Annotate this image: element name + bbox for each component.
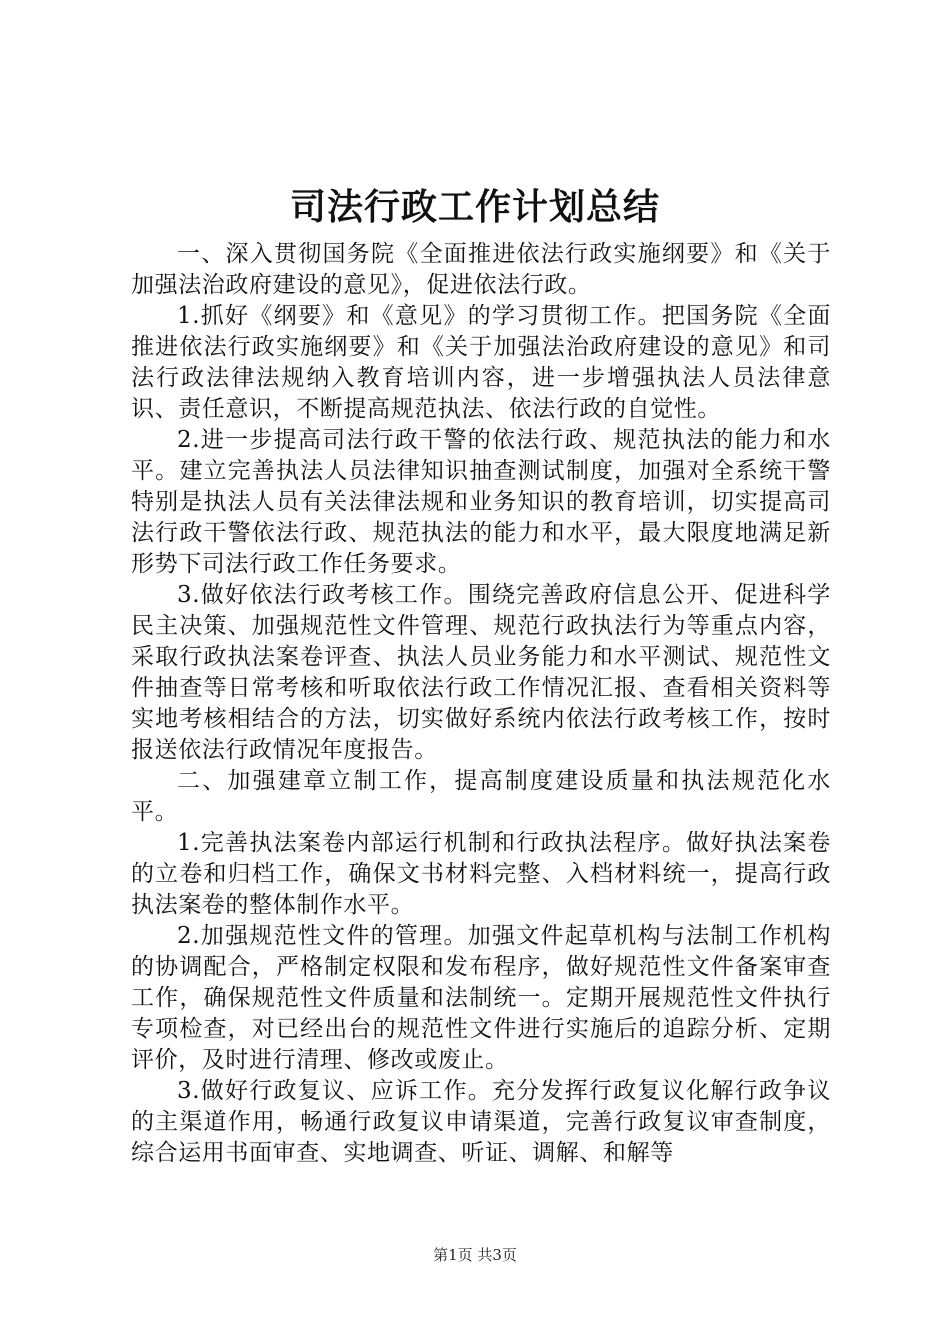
paragraph-section-2-item-2: 2.加强规范性文件的管理。加强文件起草机构与法制工作机构的协调配合，严格制定权限和发布程序，做好规范性文件备案审查工作，确保规范性文件质量和法制统一。定期开展规范性文件执行专项检查，对已经出台的规范性文件进行实施后的追踪分析、定期评价，及时进行清理、修改或废止。 (131, 923, 831, 1073)
document-title: 司法行政工作计划总结 (289, 187, 660, 228)
paragraph-section-2-heading: 二、加强建章立制工作，提高制度建设质量和执法规范化水平。 (131, 768, 831, 825)
page-number-footer: 第1页 共3页 (433, 1246, 517, 1264)
paragraph-section-2-item-3: 3.做好行政复议、应诉工作。充分发挥行政复议化解行政争议的主渠道作用，畅通行政复议申请渠道，完善行政复议审查制度，综合运用书面审查、实地调查、听证、调解、和解等 (131, 1078, 831, 1166)
paragraph-section-2-item-1: 1.完善执法案卷内部运行机制和行政执法程序。做好执法案卷的立卷和归档工作，确保文书材料完整、入档材料统一，提高行政执法案卷的整体制作水平。 (131, 830, 831, 918)
document-body (131, 239, 831, 1169)
paragraph-section-1-item-1: 1.抓好《纲要》和《意见》的学习贯彻工作。把国务院《全面推进依法行政实施纲要》和《关于加强法治政府建设的意见》和司法行政法律法规纳入教育培训内容，进一步增强执法人员法律意识、责任意识，不断提高规范执法、依法行政的自觉性。 (131, 303, 831, 422)
paragraph-section-1-heading: 一、深入贯彻国务院《全面推进依法行政实施纲要》和《关于加强法治政府建设的意见》，促进依法行政。 (131, 241, 831, 298)
paragraph-section-1-item-2: 2.进一步提高司法行政干警的依法行政、规范执法的能力和水平。建立完善执法人员法律知识抽查测试制度，加强对全系统干警特别是执法人员有关法律法规和业务知识的教育培训，切实提高司法行政干警依法行政、规范执法的能力和水平，最大限度地满足新形势下司法行政工作任务要求。 (131, 427, 831, 577)
paragraph-section-1-item-3: 3.做好依法行政考核工作。围绕完善政府信息公开、促进科学民主决策、加强规范性文件管理、规范行政执法行为等重点内容，采取行政执法案卷评查、执法人员业务能力和水平测试、规范性文件抽查等日常考核和听取依法行政工作情况汇报、查看相关资料等实地考核相结合的方法，切实做好系统内依法行政考核工作，按时报送依法行政情况年度报告。 (131, 582, 831, 763)
